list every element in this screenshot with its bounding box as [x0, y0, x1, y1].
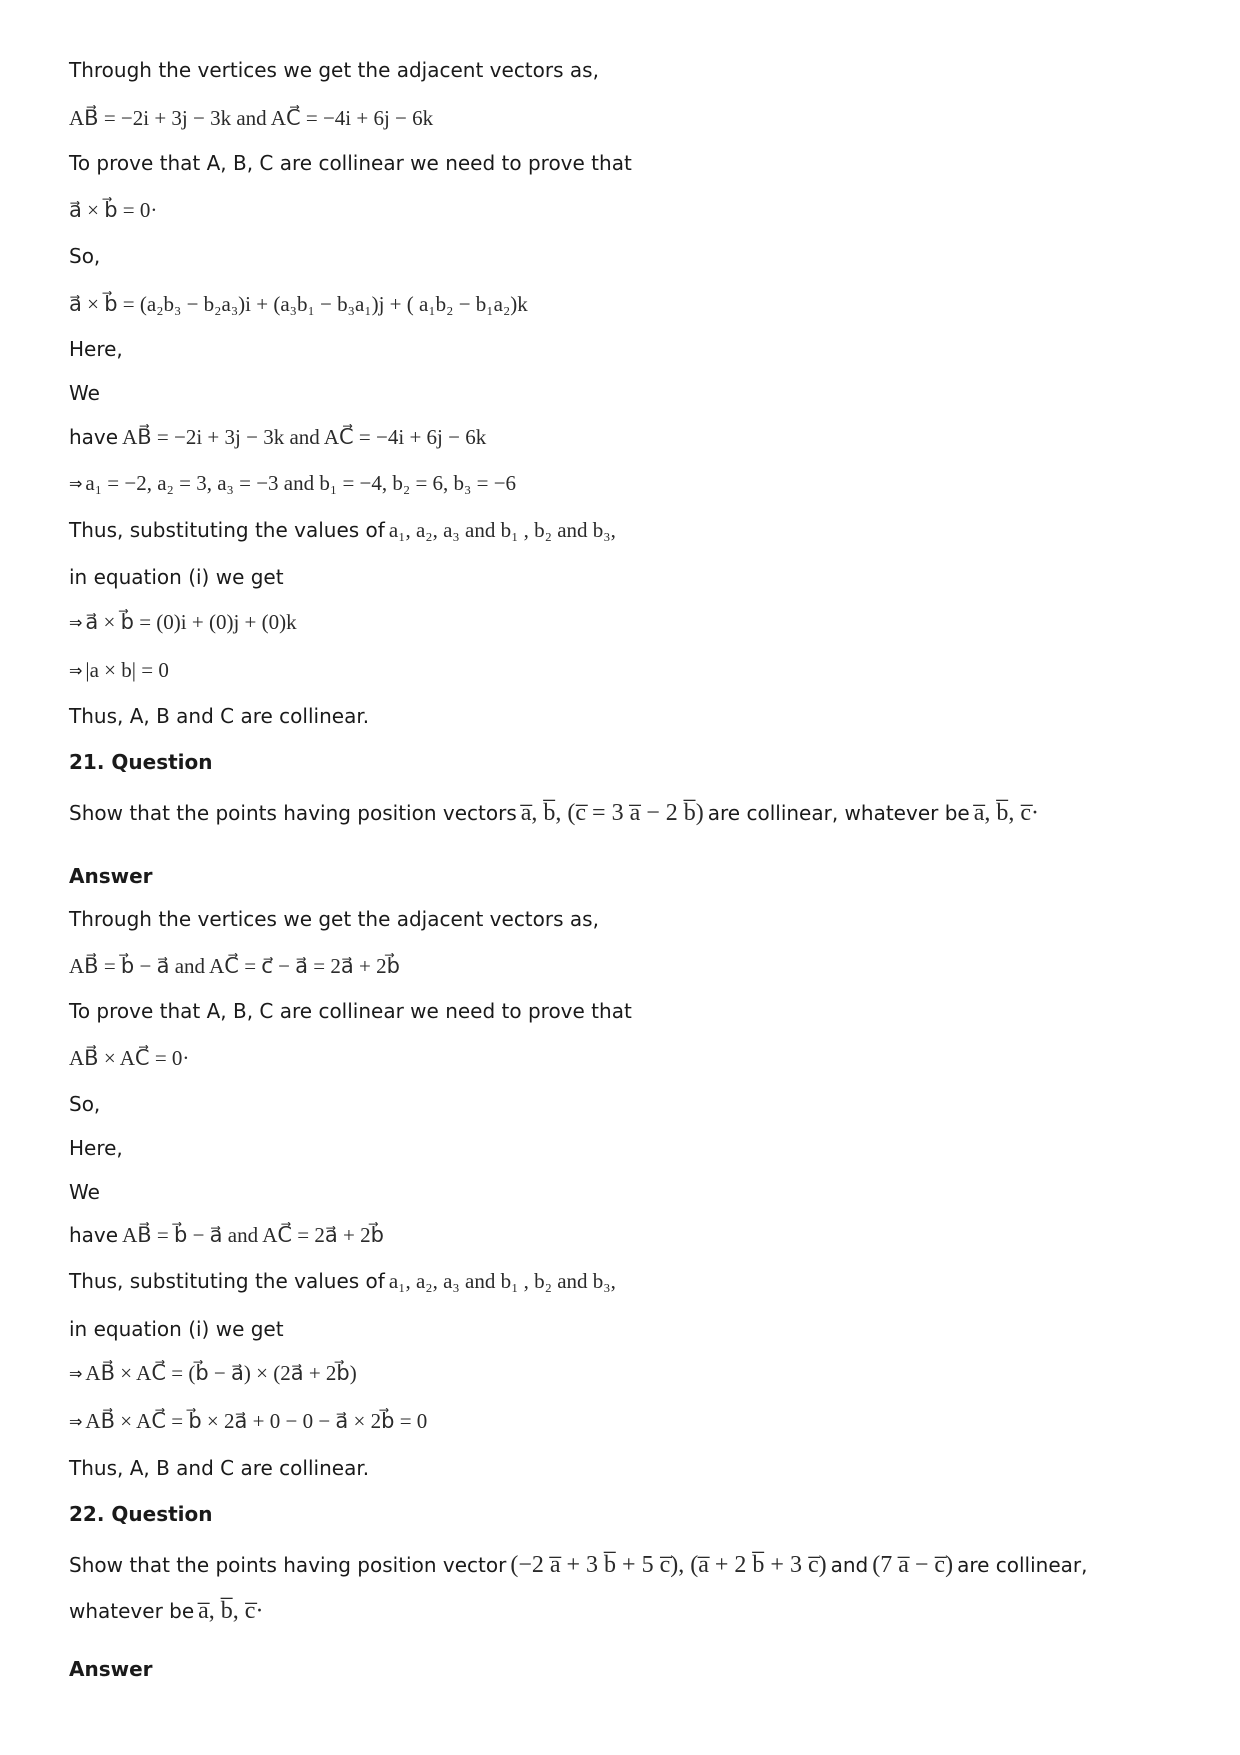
- inline-text: Thus, substituting the values of: [69, 518, 385, 542]
- equation: AB⃗ × AC⃗ = 0·: [69, 1046, 190, 1070]
- inline-text: have: [69, 425, 119, 449]
- implies-arrow: ⇒: [69, 1364, 83, 1383]
- equation: AB⃗ = −2i + 3j − 3k and AC⃗ = −4i + 6j − 6k: [69, 106, 434, 130]
- implies-arrow: ⇒: [69, 474, 83, 493]
- inline-text: Show that the points having position vector: [69, 1553, 507, 1577]
- equation: a₁ = −2, a₂ = 3, a₃ = −3 and b₁ = −4, b₂ = 6, b₃ = −6: [85, 471, 517, 495]
- body-text: We: [69, 1180, 100, 1204]
- equation: AB⃗ = b⃗ − a⃗ and AC⃗ = 2a⃗ + 2b⃗: [122, 1223, 384, 1247]
- equation-line: [69, 424, 486, 450]
- body-text: in equation (i) we get: [69, 1317, 284, 1341]
- body-text: To prove that A, B, C are collinear we need to prove that: [69, 999, 632, 1023]
- equation: a₁, a₂, a₃ and b₁ , b₂ and b₃,: [388, 1269, 616, 1293]
- implies-arrow: ⇒: [69, 613, 83, 632]
- implies-arrow: ⇒: [69, 661, 83, 680]
- equation-line: [69, 1222, 384, 1248]
- body-text: So,: [69, 1092, 101, 1116]
- equation-line: [69, 1268, 616, 1294]
- equation-line: [69, 471, 516, 497]
- inline-text: are collinear,: [957, 1553, 1088, 1577]
- implies-arrow: ⇒: [69, 1412, 83, 1431]
- inline-text: have: [69, 1223, 119, 1247]
- equation-line: [69, 1361, 357, 1387]
- equation: (7 a̅ − c̅): [872, 1552, 954, 1578]
- answer-heading: Answer: [69, 1657, 153, 1681]
- body-text: Thus, A, B and C are collinear.: [69, 704, 370, 728]
- question-heading: 22. Question: [69, 1502, 213, 1526]
- equation-line: [69, 517, 616, 543]
- question-text-line: [69, 800, 1039, 827]
- equation: AB⃗ = b⃗ − a⃗ and AC⃗ = c⃗ − a⃗ = 2a⃗ + 2b⃗: [69, 954, 400, 978]
- question-heading: 21. Question: [69, 750, 213, 774]
- body-text: Here,: [69, 1136, 123, 1160]
- body-text: in equation (i) we get: [69, 565, 284, 589]
- equation: |a × b| = 0: [85, 658, 169, 682]
- equation: AB⃗ = −2i + 3j − 3k and AC⃗ = −4i + 6j − 6k: [122, 425, 487, 449]
- equation: a̅, b̅, c̅·: [198, 1598, 264, 1624]
- inline-text: Thus, substituting the values of: [69, 1269, 385, 1293]
- inline-text: whatever be: [69, 1599, 195, 1623]
- equation: a⃗ × b⃗ = (0)i + (0)j + (0)k: [85, 610, 297, 634]
- equation: a⃗ × b⃗ = (a₂b₃ − b₂a₃)i + (a₃b₁ − b₃a₁)j + ( a₁b₂ − b₁a₂)k: [69, 292, 528, 316]
- inline-text: Show that the points having position vectors: [69, 801, 517, 825]
- question-text-line: [69, 1552, 1087, 1579]
- equation: a̅, b̅, (c̅ = 3 a̅ − 2 b̅): [520, 800, 704, 826]
- equation: a̅, b̅, c̅·: [973, 800, 1039, 826]
- equation: a₁, a₂, a₃ and b₁ , b₂ and b₃,: [388, 518, 616, 542]
- equation: (−2 a̅ + 3 b̅ + 5 c̅), (a̅ + 2 b̅ + 3 c̅): [510, 1552, 827, 1578]
- inline-text: are collinear, whatever be: [707, 801, 970, 825]
- equation-line: [69, 658, 169, 684]
- question-text-line: [69, 1598, 263, 1625]
- equation-line: [69, 610, 297, 636]
- equation: AB⃗ × AC⃗ = b⃗ × 2a⃗ + 0 − 0 − a⃗ × 2b⃗ = 0: [85, 1409, 428, 1433]
- body-text: To prove that A, B, C are collinear we need to prove that: [69, 151, 632, 175]
- equation: AB⃗ × AC⃗ = (b⃗ − a⃗) × (2a⃗ + 2b⃗): [85, 1361, 357, 1385]
- equation: a⃗ × b⃗ = 0·: [69, 198, 158, 222]
- body-text: Here,: [69, 337, 123, 361]
- body-text: Through the vertices we get the adjacent vectors as,: [69, 58, 599, 82]
- body-text: We: [69, 381, 100, 405]
- body-text: Through the vertices we get the adjacent vectors as,: [69, 907, 599, 931]
- body-text: So,: [69, 244, 101, 268]
- equation-line: [69, 1409, 427, 1435]
- body-text: Thus, A, B and C are collinear.: [69, 1456, 370, 1480]
- inline-text: and: [830, 1553, 869, 1577]
- answer-heading: Answer: [69, 864, 153, 888]
